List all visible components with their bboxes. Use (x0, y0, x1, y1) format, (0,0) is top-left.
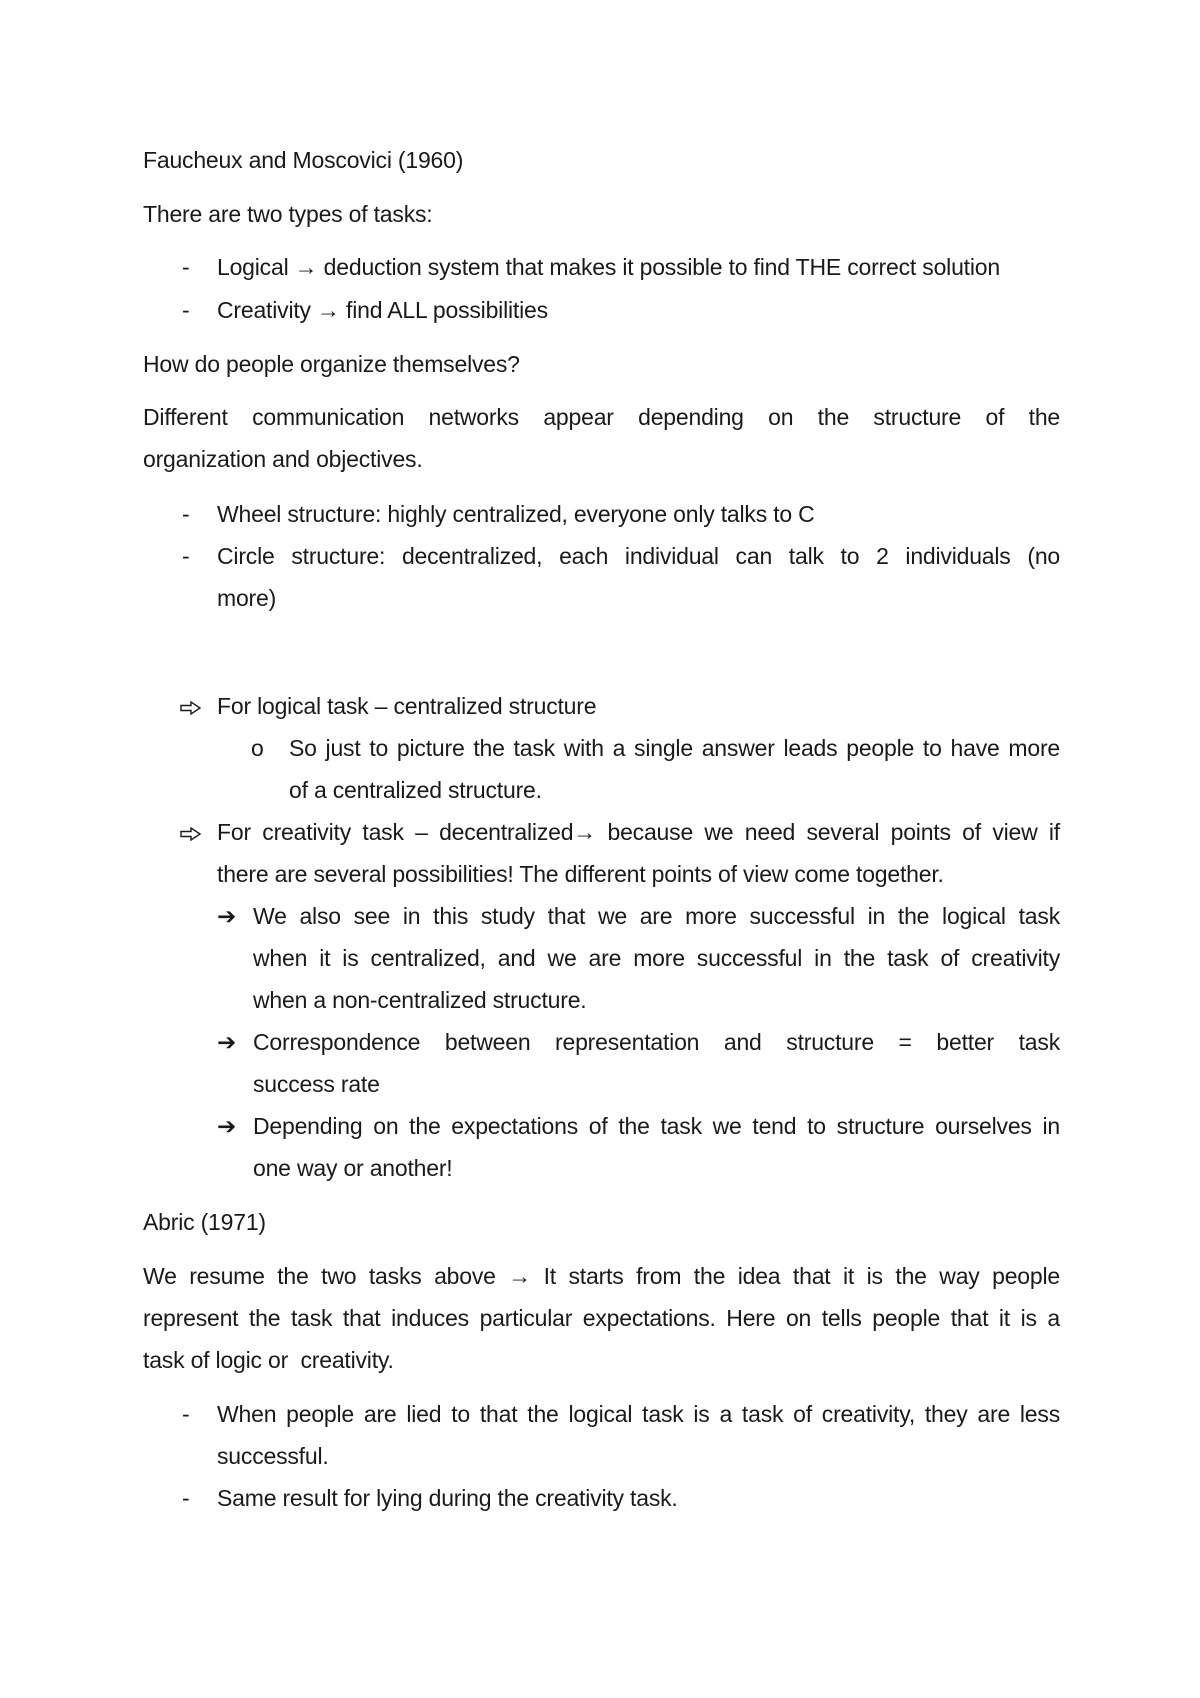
structure-circle-line: Circle structure: decentralized, each individual can talk to 2 individuals (no (217, 543, 1060, 569)
heading-faucheux: Faucheux and Moscovici (1960) (143, 147, 464, 173)
finding-creativity-line: For creativity task – decentralized→ because we need several points of view if (217, 819, 1060, 845)
abric-paragraph-line: task of logic or creativity. (143, 1347, 394, 1373)
conclusion-line: We also see in this study that we are more successful in the logical task (253, 903, 1060, 929)
structure-circle-line: more) (217, 585, 277, 611)
conclusion-line: Correspondence between representation and structure = better task (253, 1029, 1060, 1055)
list-marker: - (182, 501, 190, 527)
open-arrow-icon (180, 818, 202, 846)
abric-paragraph-line: We resume the two tasks above → It starts from the idea that it is the way people (143, 1263, 1060, 1289)
list-marker: - (182, 543, 190, 569)
list-marker: - (182, 1401, 190, 1427)
structure-wheel: Wheel structure: highly centralized, everyone only talks to C (217, 501, 815, 527)
task-creativity: Creativity → find ALL possibilities (217, 297, 548, 323)
finding-creativity-line: there are several possibilities! The different points of view come together. (217, 861, 944, 887)
finding-logical-detail-line: So just to picture the task with a single answer leads people to have more (289, 735, 1060, 761)
bold-arrow-icon: ➔ (217, 1029, 237, 1055)
heading-abric: Abric (1971) (143, 1209, 266, 1235)
task-logical: Logical → deduction system that makes it possible to find THE correct solution (217, 254, 1000, 280)
finding-logical: For logical task – centralized structure (217, 693, 597, 719)
bold-arrow-icon: ➔ (217, 903, 237, 929)
bold-arrow-icon: ➔ (217, 1113, 237, 1139)
networks-paragraph-line: Different communication networks appear depending on the structure of the (143, 404, 1060, 430)
abric-paragraph-line: represent the task that induces particular expectations. Here on tells people that it is a (143, 1305, 1060, 1331)
list-marker: - (182, 254, 190, 280)
conclusion-line: when a non-centralized structure. (253, 987, 587, 1013)
conclusion-line: when it is centralized, and we are more successful in the task of creativity (253, 945, 1060, 971)
abric-point-line: When people are lied to that the logical task is a task of creativity, they are less (217, 1401, 1060, 1427)
list-marker: - (182, 297, 190, 323)
open-arrow-icon (180, 692, 202, 720)
finding-logical-detail-line: of a centralized structure. (289, 777, 542, 803)
conclusion-line: Depending on the expectations of the task we tend to structure ourselves in (253, 1113, 1060, 1139)
sub-bullet-marker: o (251, 735, 264, 761)
list-marker: - (182, 1485, 190, 1511)
question-text: How do people organize themselves? (143, 351, 520, 377)
abric-point-line: successful. (217, 1443, 329, 1469)
intro-text: There are two types of tasks: (143, 201, 433, 227)
networks-paragraph-line: organization and objectives. (143, 446, 423, 472)
conclusion-line: success rate (253, 1071, 380, 1097)
conclusion-line: one way or another! (253, 1155, 453, 1181)
abric-point-line: Same result for lying during the creativity task. (217, 1485, 678, 1511)
